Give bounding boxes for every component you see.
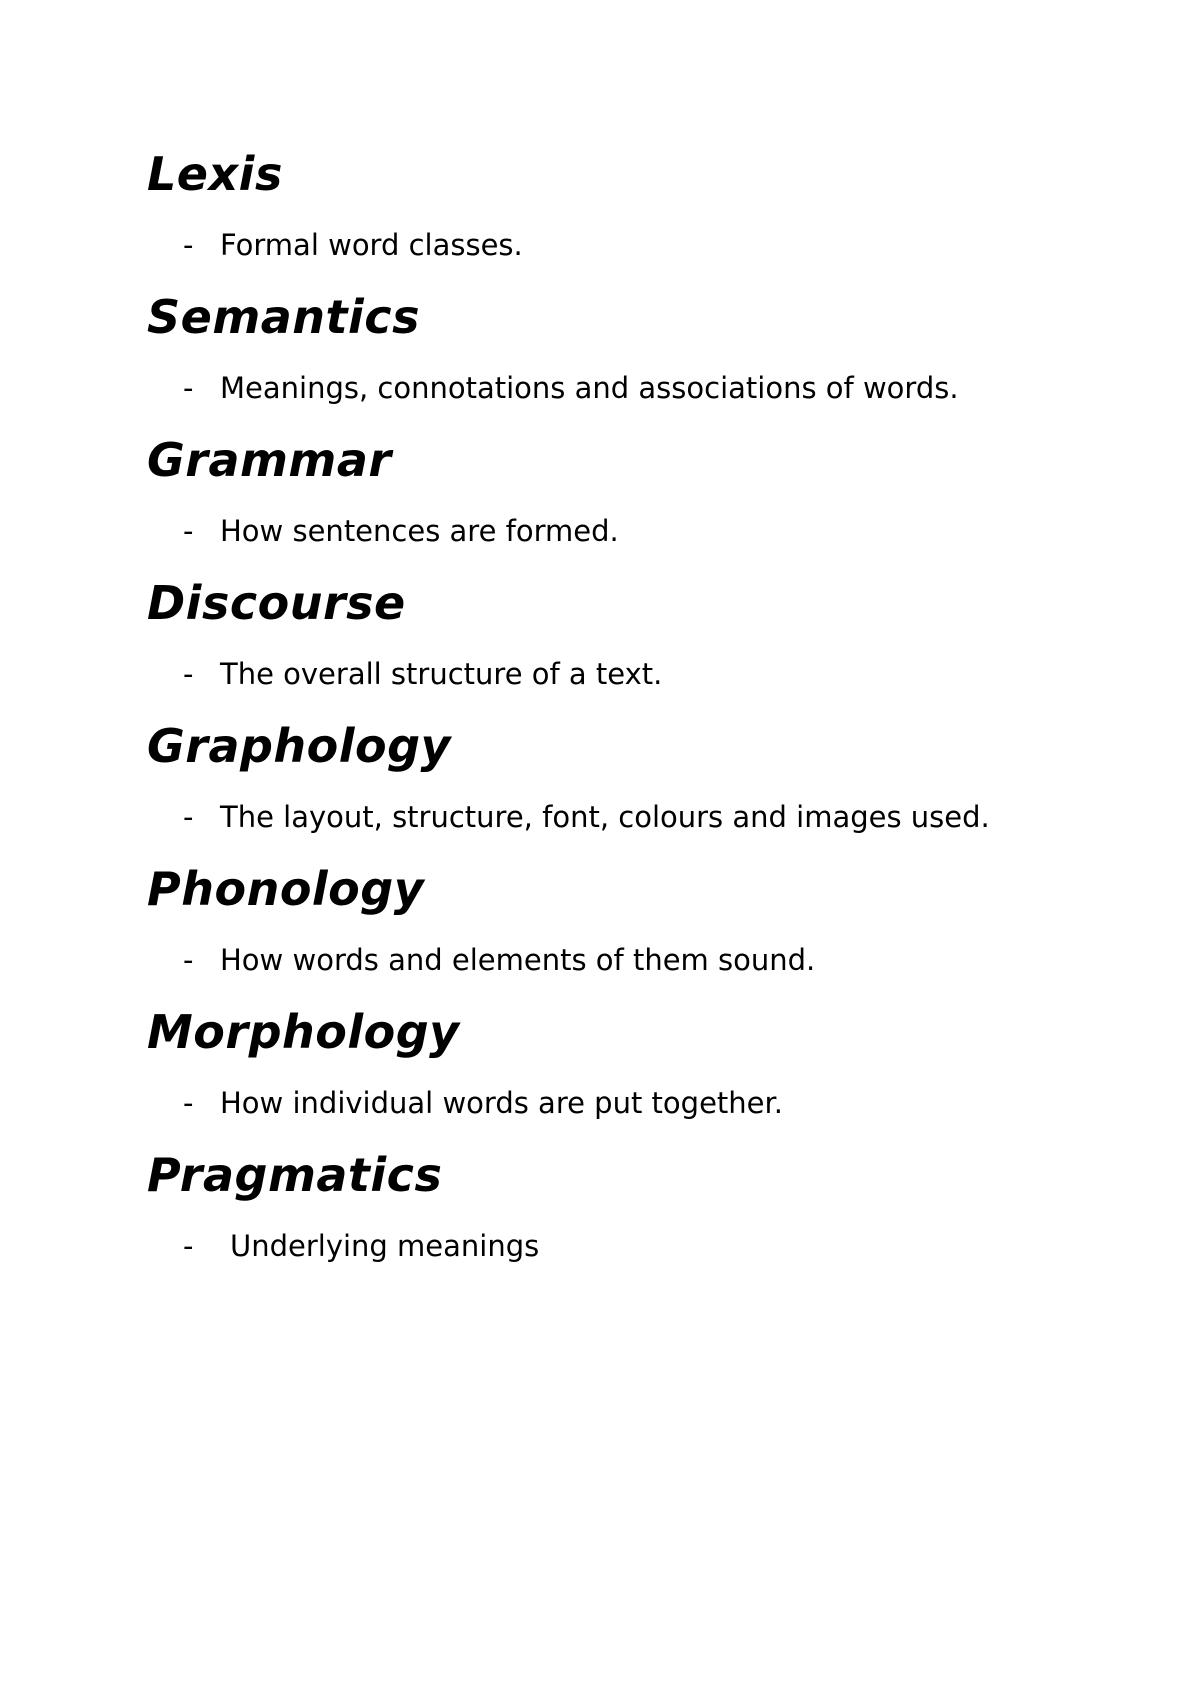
list-item-text: How individual words are put together.	[220, 1086, 783, 1120]
section-grammar	[147, 429, 1060, 553]
list-item	[147, 1225, 1060, 1268]
list-item-text: The layout, structure, font, colours and images used.	[220, 800, 990, 834]
list-item-text: How words and elements of them sound.	[220, 943, 816, 977]
list-item-text: Formal word classes.	[220, 228, 523, 262]
list-item-text: The overall structure of a text.	[220, 657, 663, 691]
list-item	[147, 224, 1060, 267]
section-lexis	[147, 143, 1060, 267]
list-item-text: Underlying meanings	[230, 1229, 540, 1263]
list-item	[147, 510, 1060, 553]
section-morphology	[147, 1001, 1060, 1125]
section-heading: Morphology	[147, 1005, 460, 1059]
list-item	[147, 653, 1060, 696]
bullet-dash: -	[183, 800, 194, 834]
list-item	[147, 796, 1060, 839]
bullet-dash: -	[183, 943, 194, 977]
bullet-dash: -	[183, 1086, 194, 1120]
list-item	[147, 367, 1060, 410]
document-body	[147, 143, 1060, 1287]
list-item	[147, 939, 1060, 982]
section-phonology	[147, 858, 1060, 982]
bullet-dash: -	[183, 1229, 194, 1263]
section-discourse	[147, 572, 1060, 696]
section-heading: Graphology	[147, 719, 452, 773]
section-pragmatics	[147, 1144, 1060, 1268]
section-heading: Grammar	[147, 433, 392, 487]
section-heading: Phonology	[147, 862, 425, 916]
list-item-text: How sentences are formed.	[220, 514, 619, 548]
section-graphology	[147, 715, 1060, 839]
section-semantics	[147, 286, 1060, 410]
list-item	[147, 1082, 1060, 1125]
section-heading: Lexis	[147, 147, 283, 201]
bullet-dash: -	[183, 657, 194, 691]
bullet-dash: -	[183, 514, 194, 548]
section-heading: Pragmatics	[147, 1148, 443, 1202]
section-heading: Discourse	[147, 576, 406, 630]
bullet-dash: -	[183, 371, 194, 405]
list-item-text: Meanings, connotations and associations of words.	[220, 371, 959, 405]
bullet-dash: -	[183, 228, 194, 262]
section-heading: Semantics	[147, 290, 420, 344]
